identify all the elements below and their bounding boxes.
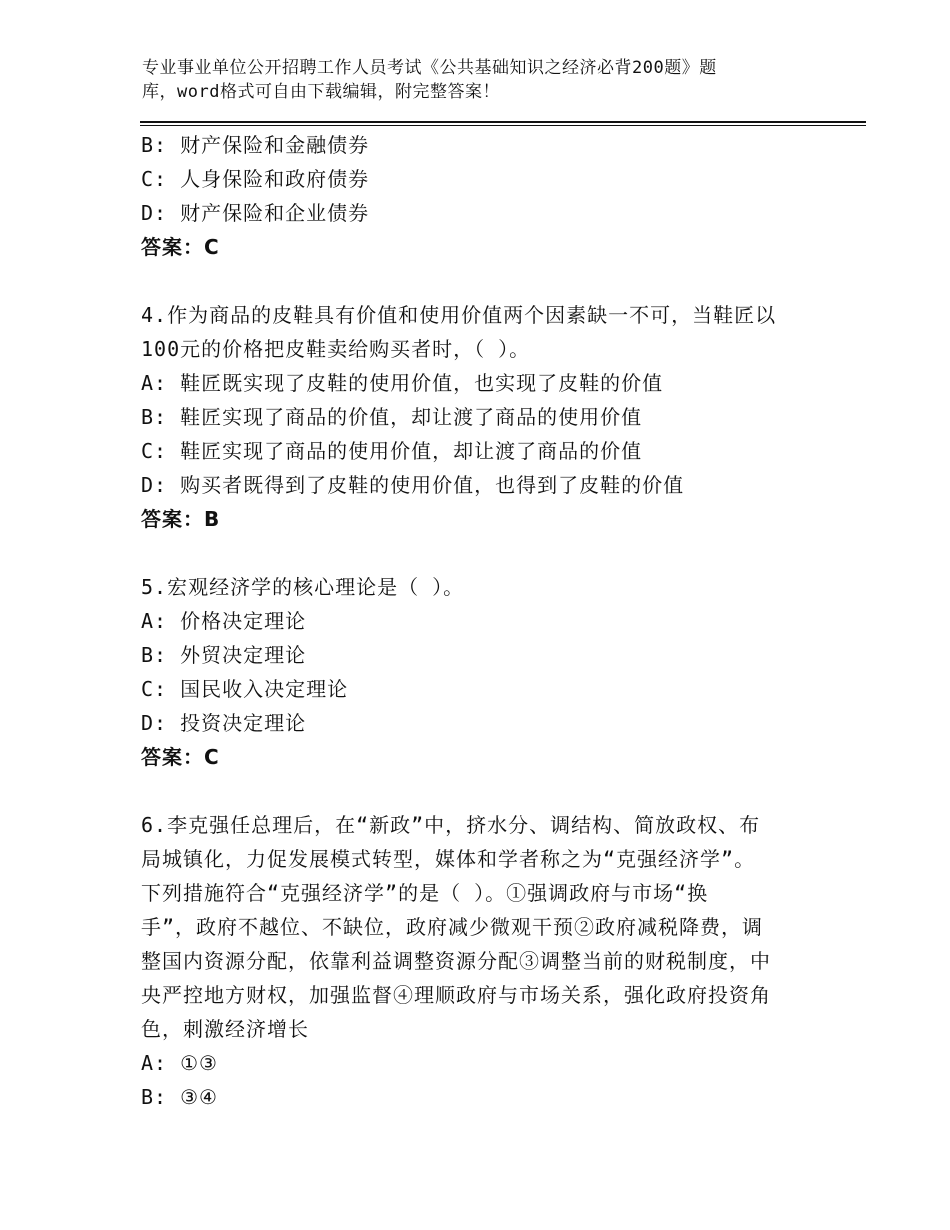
option-d: D: 投资决定理论 xyxy=(141,711,307,735)
option-b: B: 鞋匠实现了商品的价值，却让渡了商品的使用价值 xyxy=(141,405,643,429)
option-a: A: 鞋匠既实现了皮鞋的使用价值，也实现了皮鞋的价值 xyxy=(141,371,664,395)
header-line-2: 库，word格式可自由下载编辑，附完整答案！ xyxy=(142,82,500,102)
option-c: C: 人身保险和政府债券 xyxy=(141,167,370,191)
option-a: A: 价格决定理论 xyxy=(141,609,307,633)
document-header xyxy=(142,56,782,104)
question-stem: 5.宏观经济学的核心理论是（ ）。 xyxy=(141,575,465,599)
option-b: B: 外贸决定理论 xyxy=(141,643,307,667)
spacer xyxy=(141,264,801,298)
answer-label: 答案：B xyxy=(141,507,221,531)
question-stem: 手”，政府不越位、不缺位，政府减少微观干预②政府减税降费，调 xyxy=(141,915,764,939)
option-d: D: 购买者既得到了皮鞋的使用价值，也得到了皮鞋的价值 xyxy=(141,473,685,497)
option-d: D: 财产保险和企业债券 xyxy=(141,201,370,225)
question-block-6 xyxy=(141,808,801,1114)
spacer xyxy=(141,536,801,570)
question-stem: 整国内资源分配，依靠利益调整资源分配③调整当前的财税制度，中 xyxy=(141,949,771,973)
question-content xyxy=(141,128,801,1114)
question-stem: 央严控地方财权，加强监督④理顺政府与市场关系，强化政府投资角 xyxy=(141,983,771,1007)
question-block-5 xyxy=(141,570,801,774)
answer-label: 答案：C xyxy=(141,235,220,259)
answer-label: 答案：C xyxy=(141,745,220,769)
spacer xyxy=(141,774,801,808)
option-c: C: 鞋匠实现了商品的使用价值，却让渡了商品的价值 xyxy=(141,439,643,463)
question-stem: 100元的价格把皮鞋卖给购买者时，（ ）。 xyxy=(141,337,531,361)
header-rule-thin xyxy=(140,125,866,126)
question-block-3 xyxy=(141,128,801,264)
header-rule-thick xyxy=(140,121,866,123)
header-line-1: 专业事业单位公开招聘工作人员考试《公共基础知识之经济必背200题》题 xyxy=(142,58,717,78)
option-c: C: 国民收入决定理论 xyxy=(141,677,349,701)
option-b: B: 财产保险和金融债券 xyxy=(141,133,370,157)
question-block-4 xyxy=(141,298,801,536)
option-a: A: ①③ xyxy=(141,1051,218,1075)
question-stem: 4.作为商品的皮鞋具有价值和使用价值两个因素缺一不可，当鞋匠以 xyxy=(141,303,777,327)
question-stem: 6.李克强任总理后，在“新政”中，挤水分、调结构、简放政权、布 xyxy=(141,813,761,837)
question-stem: 色，刺激经济增长 xyxy=(141,1017,309,1041)
question-stem: 局城镇化，力促发展模式转型，媒体和学者称之为“克强经济学”。 xyxy=(141,847,756,871)
question-stem: 下列措施符合“克强经济学”的是（ ）。①强调政府与市场“换 xyxy=(141,881,709,905)
option-b: B: ③④ xyxy=(141,1085,218,1109)
